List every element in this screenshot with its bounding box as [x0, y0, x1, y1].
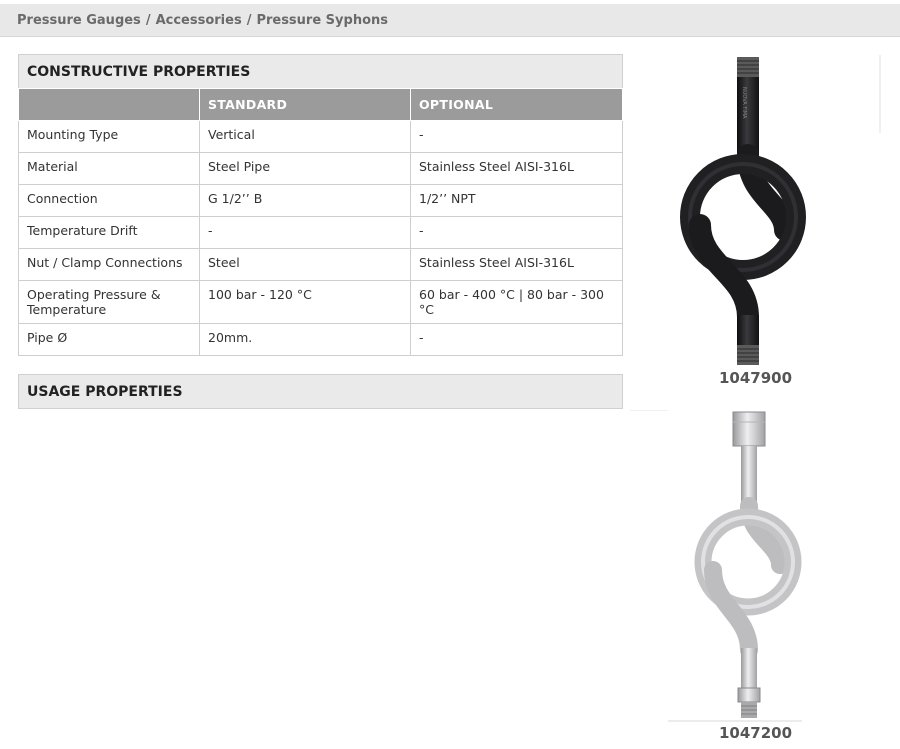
optional-value-cell: - — [411, 217, 623, 249]
stainless-pressure-syphon-image — [630, 410, 881, 722]
property-name-cell: Operating Pressure & Temperature — [19, 281, 200, 324]
optional-value-cell: Stainless Steel AISI-316L — [411, 153, 623, 185]
table-row — [19, 281, 623, 324]
standard-value-cell: - — [200, 217, 411, 249]
standard-value-cell: 20mm. — [200, 324, 411, 356]
table-row — [19, 249, 623, 281]
optional-value-cell: 60 bar - 400 °C | 80 bar - 300 °C — [411, 281, 623, 324]
optional-value-cell: Stainless Steel AISI-316L — [411, 249, 623, 281]
black-pressure-syphon-image — [630, 55, 881, 367]
column-header-standard: STANDARD — [200, 89, 411, 121]
property-name-cell: Mounting Type — [19, 121, 200, 153]
property-name-cell: Material — [19, 153, 200, 185]
product-card-1047900[interactable] — [630, 55, 881, 387]
constructive-properties-title: CONSTRUCTIVE PROPERTIES — [27, 63, 251, 80]
breadcrumb-link-pressure-gauges[interactable]: Pressure Gauges — [17, 12, 141, 28]
property-name-cell: Pipe Ø — [19, 324, 200, 356]
property-name-cell: Nut / Clamp Connections — [19, 249, 200, 281]
product-code[interactable]: 1047900 — [718, 369, 793, 387]
property-name-cell: Temperature Drift — [19, 217, 200, 249]
optional-value-cell: 1/2’’ NPT — [411, 185, 623, 217]
constructive-properties-table — [18, 88, 623, 356]
property-name-cell: Connection — [19, 185, 200, 217]
breadcrumb — [0, 4, 900, 37]
standard-value-cell: 100 bar - 120 °C — [200, 281, 411, 324]
standard-value-cell: Steel Pipe — [200, 153, 411, 185]
table-row — [19, 153, 623, 185]
standard-value-cell: Steel — [200, 249, 411, 281]
table-row — [19, 121, 623, 153]
standard-value-cell: Vertical — [200, 121, 411, 153]
usage-properties-title: USAGE PROPERTIES — [27, 383, 183, 400]
breadcrumb-link-accessories[interactable]: Accessories — [155, 12, 242, 28]
optional-value-cell: - — [411, 324, 623, 356]
table-header-row — [19, 89, 623, 121]
optional-value-cell: - — [411, 121, 623, 153]
usage-properties-header — [18, 374, 623, 409]
breadcrumb-separator: / — [145, 12, 151, 28]
column-header-property — [19, 89, 200, 121]
table-row — [19, 324, 623, 356]
constructive-properties-header — [18, 54, 623, 89]
table-row — [19, 185, 623, 217]
svg-text:NUOVA FIMA: NUOVA FIMA — [741, 87, 747, 119]
product-card-1047200[interactable] — [630, 410, 881, 742]
table-row — [19, 217, 623, 249]
standard-value-cell: G 1/2’’ B — [200, 185, 411, 217]
breadcrumb-separator: / — [246, 12, 252, 28]
breadcrumb-current-pressure-syphons: Pressure Syphons — [256, 12, 388, 28]
product-code[interactable]: 1047200 — [718, 724, 793, 742]
column-header-optional: OPTIONAL — [411, 89, 623, 121]
